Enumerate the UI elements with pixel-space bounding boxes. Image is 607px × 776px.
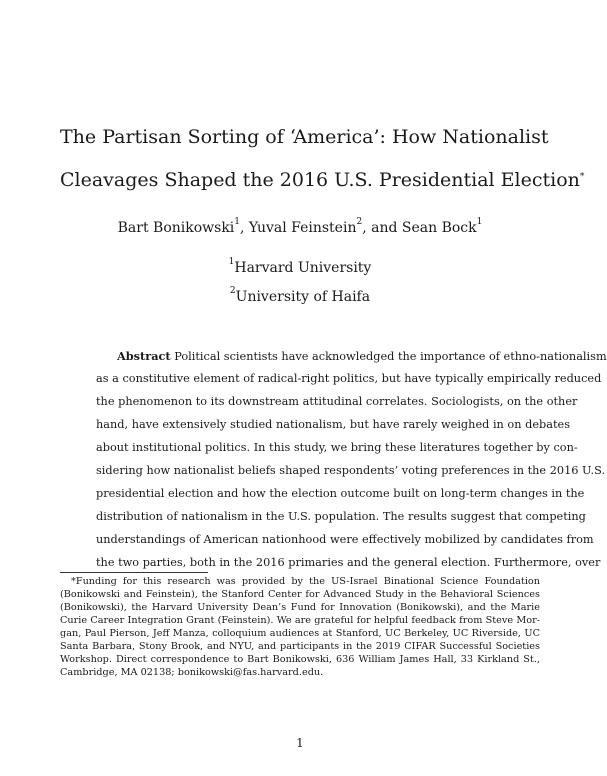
author-name: Bart Bonikowski: [117, 220, 235, 236]
footnote-line: Santa Barbara, Stony Brook, and NYU, and participants in the 2019 CIFAR Successful Societies: [60, 641, 540, 652]
abstract-line: as a constitutive element of radical-right politics, but have typically empirically reduced: [96, 372, 602, 385]
abstract-line: distribution of nationalism in the U.S. population. The results suggest that competing: [96, 510, 586, 523]
footnote-rule: [60, 572, 208, 573]
author-affiliation-mark: 1: [476, 217, 483, 227]
affiliation-name: Harvard University: [234, 260, 372, 276]
abstract-line: the two parties, both in the 2016 primaries and the general election. Furthermore, over: [96, 556, 601, 569]
footnote-line: (Bonikowski and Feinstein), the Stanford Center for Advanced Study in the Behavioral Sciences: [60, 589, 540, 600]
abstract-line: about institutional politics. In this study, we bring these literatures together by con-: [96, 441, 578, 454]
author-name: Sean Bock: [401, 220, 477, 236]
abstract-line: presidential election and how the election outcome built on long-term changes in the: [96, 487, 585, 500]
footnote-line: Curie Career Integration Grant (Feinstein). We are grateful for helpful feedback from Steve Mor-: [60, 615, 540, 626]
footnote-line: gan, Paul Pierson, Jeff Manza, colloquium audiences at Stanford, UC Berkeley, UC Riverside, UC: [60, 628, 540, 639]
author-list: [60, 217, 540, 236]
title-line-2-text: Cleavages Shaped the 2016 U.S. Presidential Election: [60, 169, 580, 191]
affiliation: [60, 286, 540, 305]
title-footnote-mark: *: [579, 172, 585, 182]
abstract-line: hand, have extensively studied nationalism, but have rarely weighed in on debates: [96, 418, 571, 431]
affiliation-mark: 1: [228, 257, 235, 267]
title-line-2: [60, 169, 585, 191]
author-separator: ,: [240, 220, 249, 236]
footnote-line: Cambridge, MA 02138; bonikowski@fas.harvard.edu.: [60, 667, 324, 678]
abstract-line: sidering how nationalist beliefs shaped respondents’ voting preferences in the 2016 U.S.: [96, 464, 606, 477]
footnote-line: Workshop. Direct correspondence to Bart Bonikowski, 636 William James Hall, 33 Kirkland St.,: [60, 654, 540, 665]
footnote-line: (Bonikowski), the Harvard University Dean’s Fund for Innovation (Bonikowski), and the Marie: [60, 602, 540, 613]
author-affiliation-mark: 1: [234, 217, 241, 227]
page-number: 1: [296, 736, 304, 750]
abstract-label: Abstract: [117, 349, 171, 363]
author-affiliation-mark: 2: [356, 217, 363, 227]
author-name: Yuval Feinstein: [248, 220, 357, 236]
affiliation: [60, 257, 540, 276]
abstract-line: [117, 349, 607, 364]
title-line-1: The Partisan Sorting of ‘America’: How Nationalist: [60, 126, 549, 148]
abstract-line-text: Political scientists have acknowledged the importance of ethno-nationalism: [170, 350, 607, 363]
author-separator: , and: [362, 220, 402, 236]
affiliation-name: University of Haifa: [235, 289, 371, 305]
affiliation-mark: 2: [229, 286, 236, 296]
footnote-line: *Funding for this research was provided by the US-Israel Binational Science Foundation: [71, 576, 540, 587]
abstract-line: the phenomenon to its downstream attitudinal correlates. Sociologists, on the other: [96, 395, 578, 408]
abstract-line: understandings of American nationhood were effectively mobilized by candidates from: [96, 533, 594, 546]
